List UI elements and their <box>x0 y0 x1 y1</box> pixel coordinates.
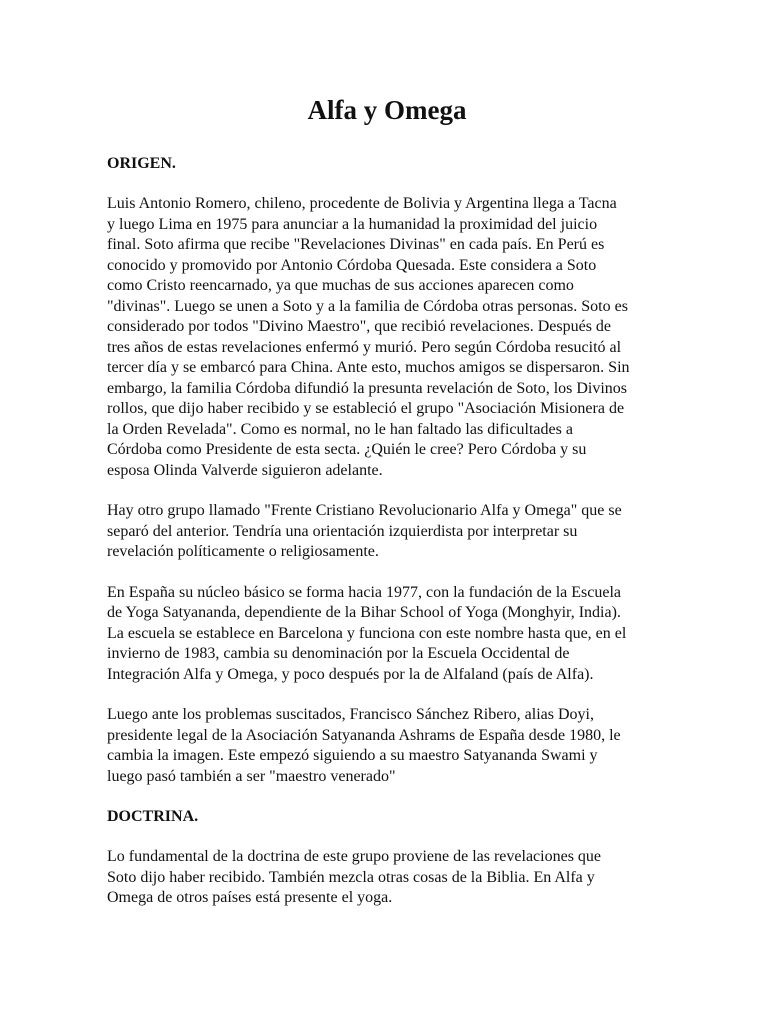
paragraph-origen-4: Luego ante los problemas suscitados, Francisco Sánchez Ribero, alias Doyi, presidente legal de la Asociación Satyananda Ashrams de España desde 1980, le cambia la imagen. Este empezó siguiendo a su maestro Satyananda Swami y luego pasó también a ser "maestro venerado" <box>107 706 621 785</box>
section-heading-origen: ORIGEN. <box>107 155 176 172</box>
paragraph-origen-3: En España su núcleo básico se forma hacia 1977, con la fundación de la Escuela de Yoga Satyananda, dependiente de la Bihar School of Yoga (Monghyir, India). La escuela se establece en Barcelona y funciona con este nombre hasta que, en el invierno de 1983, cambia su denominación por la Escuela Occidental de Integración Alfa y Omega, y poco después por la de Alfaland (país de Alfa). <box>107 583 627 683</box>
paragraph-origen-2: Hay otro grupo llamado "Frente Cristiano Revolucionario Alfa y Omega" que se separó del anterior. Tendría una orientación izquierdista por interpretar su revelación políticamente o religiosamente. <box>107 502 622 560</box>
paragraph-origen-1: Luis Antonio Romero, chileno, procedente de Bolivia y Argentina llega a Tacna y luego Lima en 1975 para anunciar a la humanidad la proximidad del juicio final. Soto afirma que recibe "Revelaciones Divinas" en cada país. En Perú es conocido y promovido por Antonio Córdoba Quesada. Este considera a Soto como Cristo reencarnado, ya que muchas de sus acciones aparecen como "divinas". Luego se unen a Soto y a la familia de Córdoba otras personas. Soto es considerado por todos "Divino Maestro", que recibió revelaciones. Después de tres años de estas revelaciones enfermó y murió. Pero según Córdoba resucitó al tercer día y se embarcó para China. Ante esto, muchos amigos se dispersaron. Sin embargo, la familia Córdoba difundió la presunta revelación de Soto, los Divinos rollos, que dijo haber recibido y se estableció el grupo "Asociación Misionera de la Orden Revelada". Como es normal, no le han faltado las dificultades a Córdoba como Presidente de esta secta. ¿Quién le cree? Pero Córdoba y su esposa Olinda Valverde siguieron adelante. <box>107 195 630 479</box>
document-title: Alfa y Omega <box>307 95 467 125</box>
paragraph-doctrina-1: Lo fundamental de la doctrina de este grupo proviene de las revelaciones que Soto dijo haber recibido. También mezcla otras cosas de la Biblia. En Alfa y Omega de otros países está presente el yoga. <box>107 848 602 906</box>
section-doctrina <box>107 807 667 909</box>
section-origen <box>107 154 667 787</box>
document-page <box>107 92 667 929</box>
section-heading-doctrina: DOCTRINA. <box>107 808 199 825</box>
